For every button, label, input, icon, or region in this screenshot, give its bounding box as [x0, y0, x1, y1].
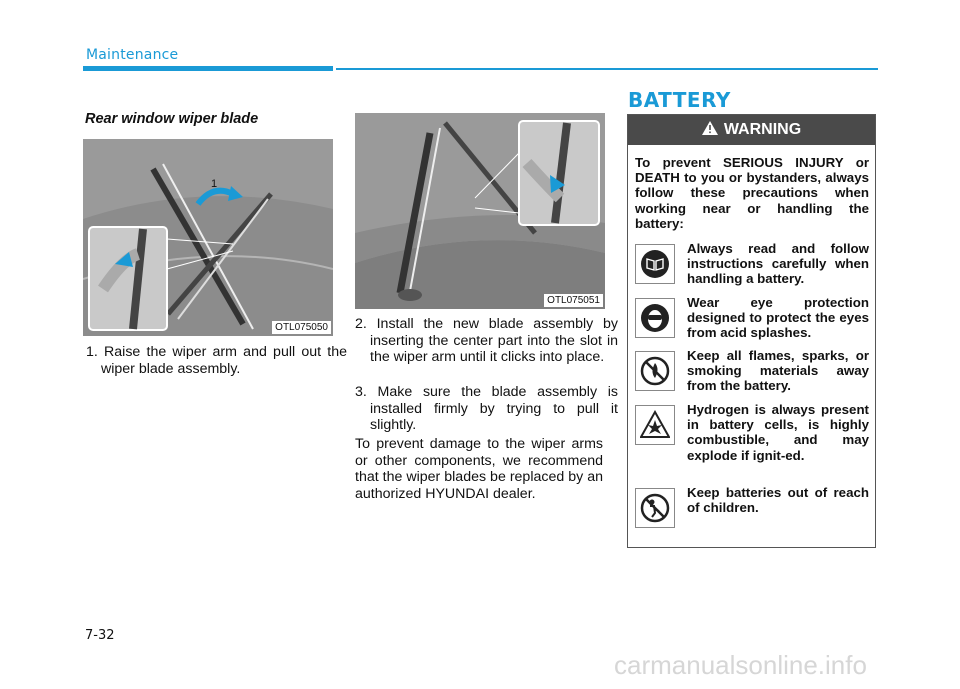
- step-1: 1. Raise the wiper arm and pull out the wiper blade assembly.: [86, 344, 347, 377]
- warning-triangle-icon: [702, 121, 718, 140]
- step-2: 2. Install the new blade assembly by inserting the center part into the slot in the wiper arm until it clicks into place.: [355, 316, 618, 365]
- watermark: carmanualsonline.info: [614, 650, 867, 680]
- header-rule-thick: [83, 66, 333, 71]
- figure-code: OTL075050: [272, 321, 331, 334]
- eye-protection-icon: [635, 298, 675, 338]
- figure-code: OTL075051: [544, 294, 603, 307]
- warning-item-text: Hydrogen is always present in battery cells, is highly combustible, and may explode if ignit-ed.: [687, 402, 869, 463]
- warning-label: WARNING: [723, 121, 802, 138]
- warning-item-text: Always read and follow instructions carefully when handling a battery.: [687, 241, 869, 287]
- no-flames-icon: [635, 351, 675, 391]
- warning-header: [628, 115, 875, 145]
- header-rule-thin: [336, 68, 878, 70]
- section-label: Maintenance: [86, 47, 179, 63]
- step-3: 3. Make sure the blade assembly is installed firmly by trying to pull it slightly.: [355, 384, 618, 433]
- page-number: 7-32: [85, 628, 115, 643]
- rear-wiper-heading: Rear window wiper blade: [85, 111, 259, 127]
- battery-title: BATTERY: [628, 88, 731, 112]
- book-icon: [635, 244, 675, 284]
- battery-warning-box: [627, 114, 876, 548]
- rear-wiper-figure: [83, 139, 333, 336]
- warning-item-text: Keep all flames, sparks, or smoking materials away from the battery.: [687, 348, 869, 394]
- warning-item-text: Wear eye protection designed to protect the eyes from acid splashes.: [687, 295, 869, 341]
- explosion-hazard-icon: [635, 405, 675, 445]
- warning-item-text: Keep batteries out of reach of children.: [687, 485, 869, 516]
- wiper-install-illustration: [355, 113, 605, 309]
- no-children-icon: [635, 488, 675, 528]
- wiper-install-figure: [355, 113, 605, 309]
- figure-arrow-label: 1: [211, 178, 218, 190]
- warning-intro: To prevent SERIOUS INJURY or DEATH to you or bystanders, always follow these precautions when working near or handling the battery:: [635, 155, 869, 231]
- dealer-note: To prevent damage to the wiper arms or other components, we recommend that the wiper blades be replaced by an authorized HYUNDAI dealer.: [355, 436, 603, 502]
- rear-wiper-illustration: [83, 139, 333, 336]
